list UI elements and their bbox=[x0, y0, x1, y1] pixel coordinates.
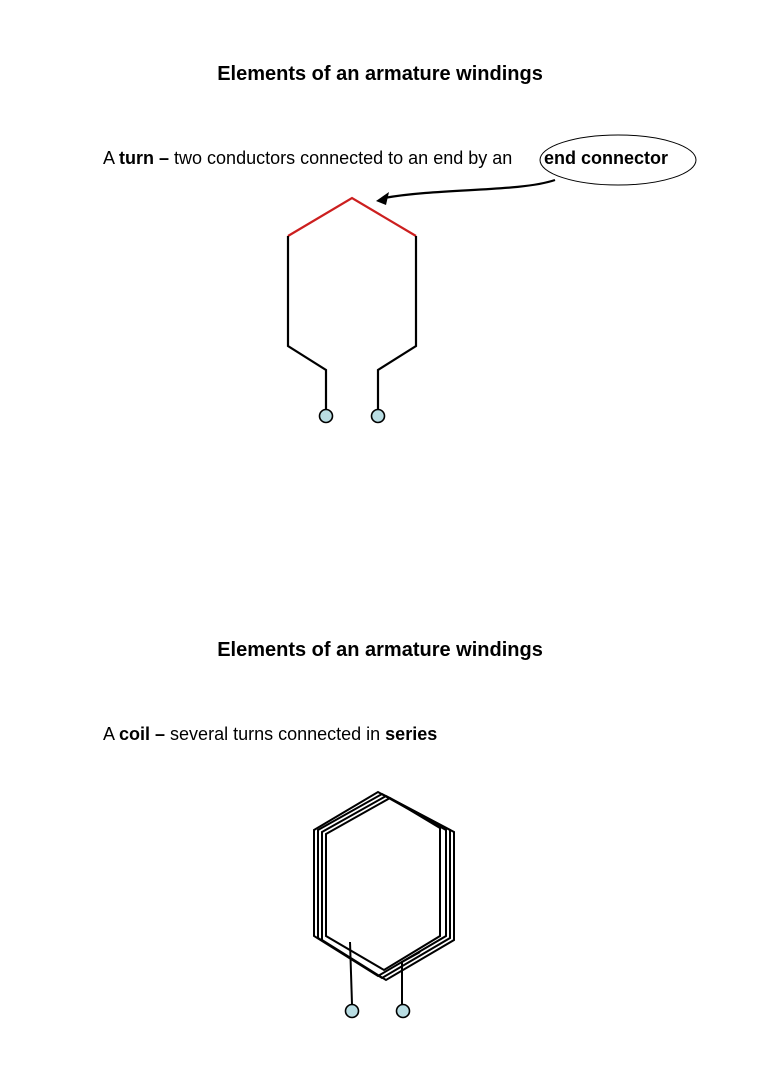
definition-text: several turns connected in bbox=[165, 724, 386, 744]
slide-coil bbox=[0, 576, 768, 1088]
terminal-left bbox=[346, 1005, 359, 1018]
definition-text: two conductors connected to an end by an bbox=[169, 148, 513, 168]
end-connector-line bbox=[288, 198, 416, 236]
slide-title: Elements of an armature windings bbox=[217, 63, 543, 85]
callout-arrow bbox=[384, 180, 555, 198]
right-conductor bbox=[378, 236, 416, 410]
terminal-right bbox=[372, 410, 385, 423]
slide-title: Elements of an armature windings bbox=[217, 639, 543, 661]
callout-ellipse bbox=[540, 135, 696, 185]
term-turn: turn – bbox=[119, 148, 170, 168]
coil-turn-4 bbox=[326, 798, 440, 970]
definition-prefix: A bbox=[103, 724, 120, 744]
end-connector-label: end connector bbox=[544, 148, 669, 168]
left-conductor bbox=[288, 236, 326, 410]
terminal-left bbox=[320, 410, 333, 423]
coil-turns bbox=[314, 792, 454, 980]
callout-arrowhead bbox=[376, 192, 389, 205]
coil-diagram bbox=[0, 576, 768, 1024]
turn-diagram bbox=[0, 0, 768, 512]
slide-turn bbox=[0, 0, 768, 512]
terminal-right bbox=[397, 1005, 410, 1018]
term-series: series bbox=[385, 724, 438, 744]
term-coil: coil – bbox=[119, 724, 166, 744]
definition-prefix: A bbox=[103, 148, 120, 168]
